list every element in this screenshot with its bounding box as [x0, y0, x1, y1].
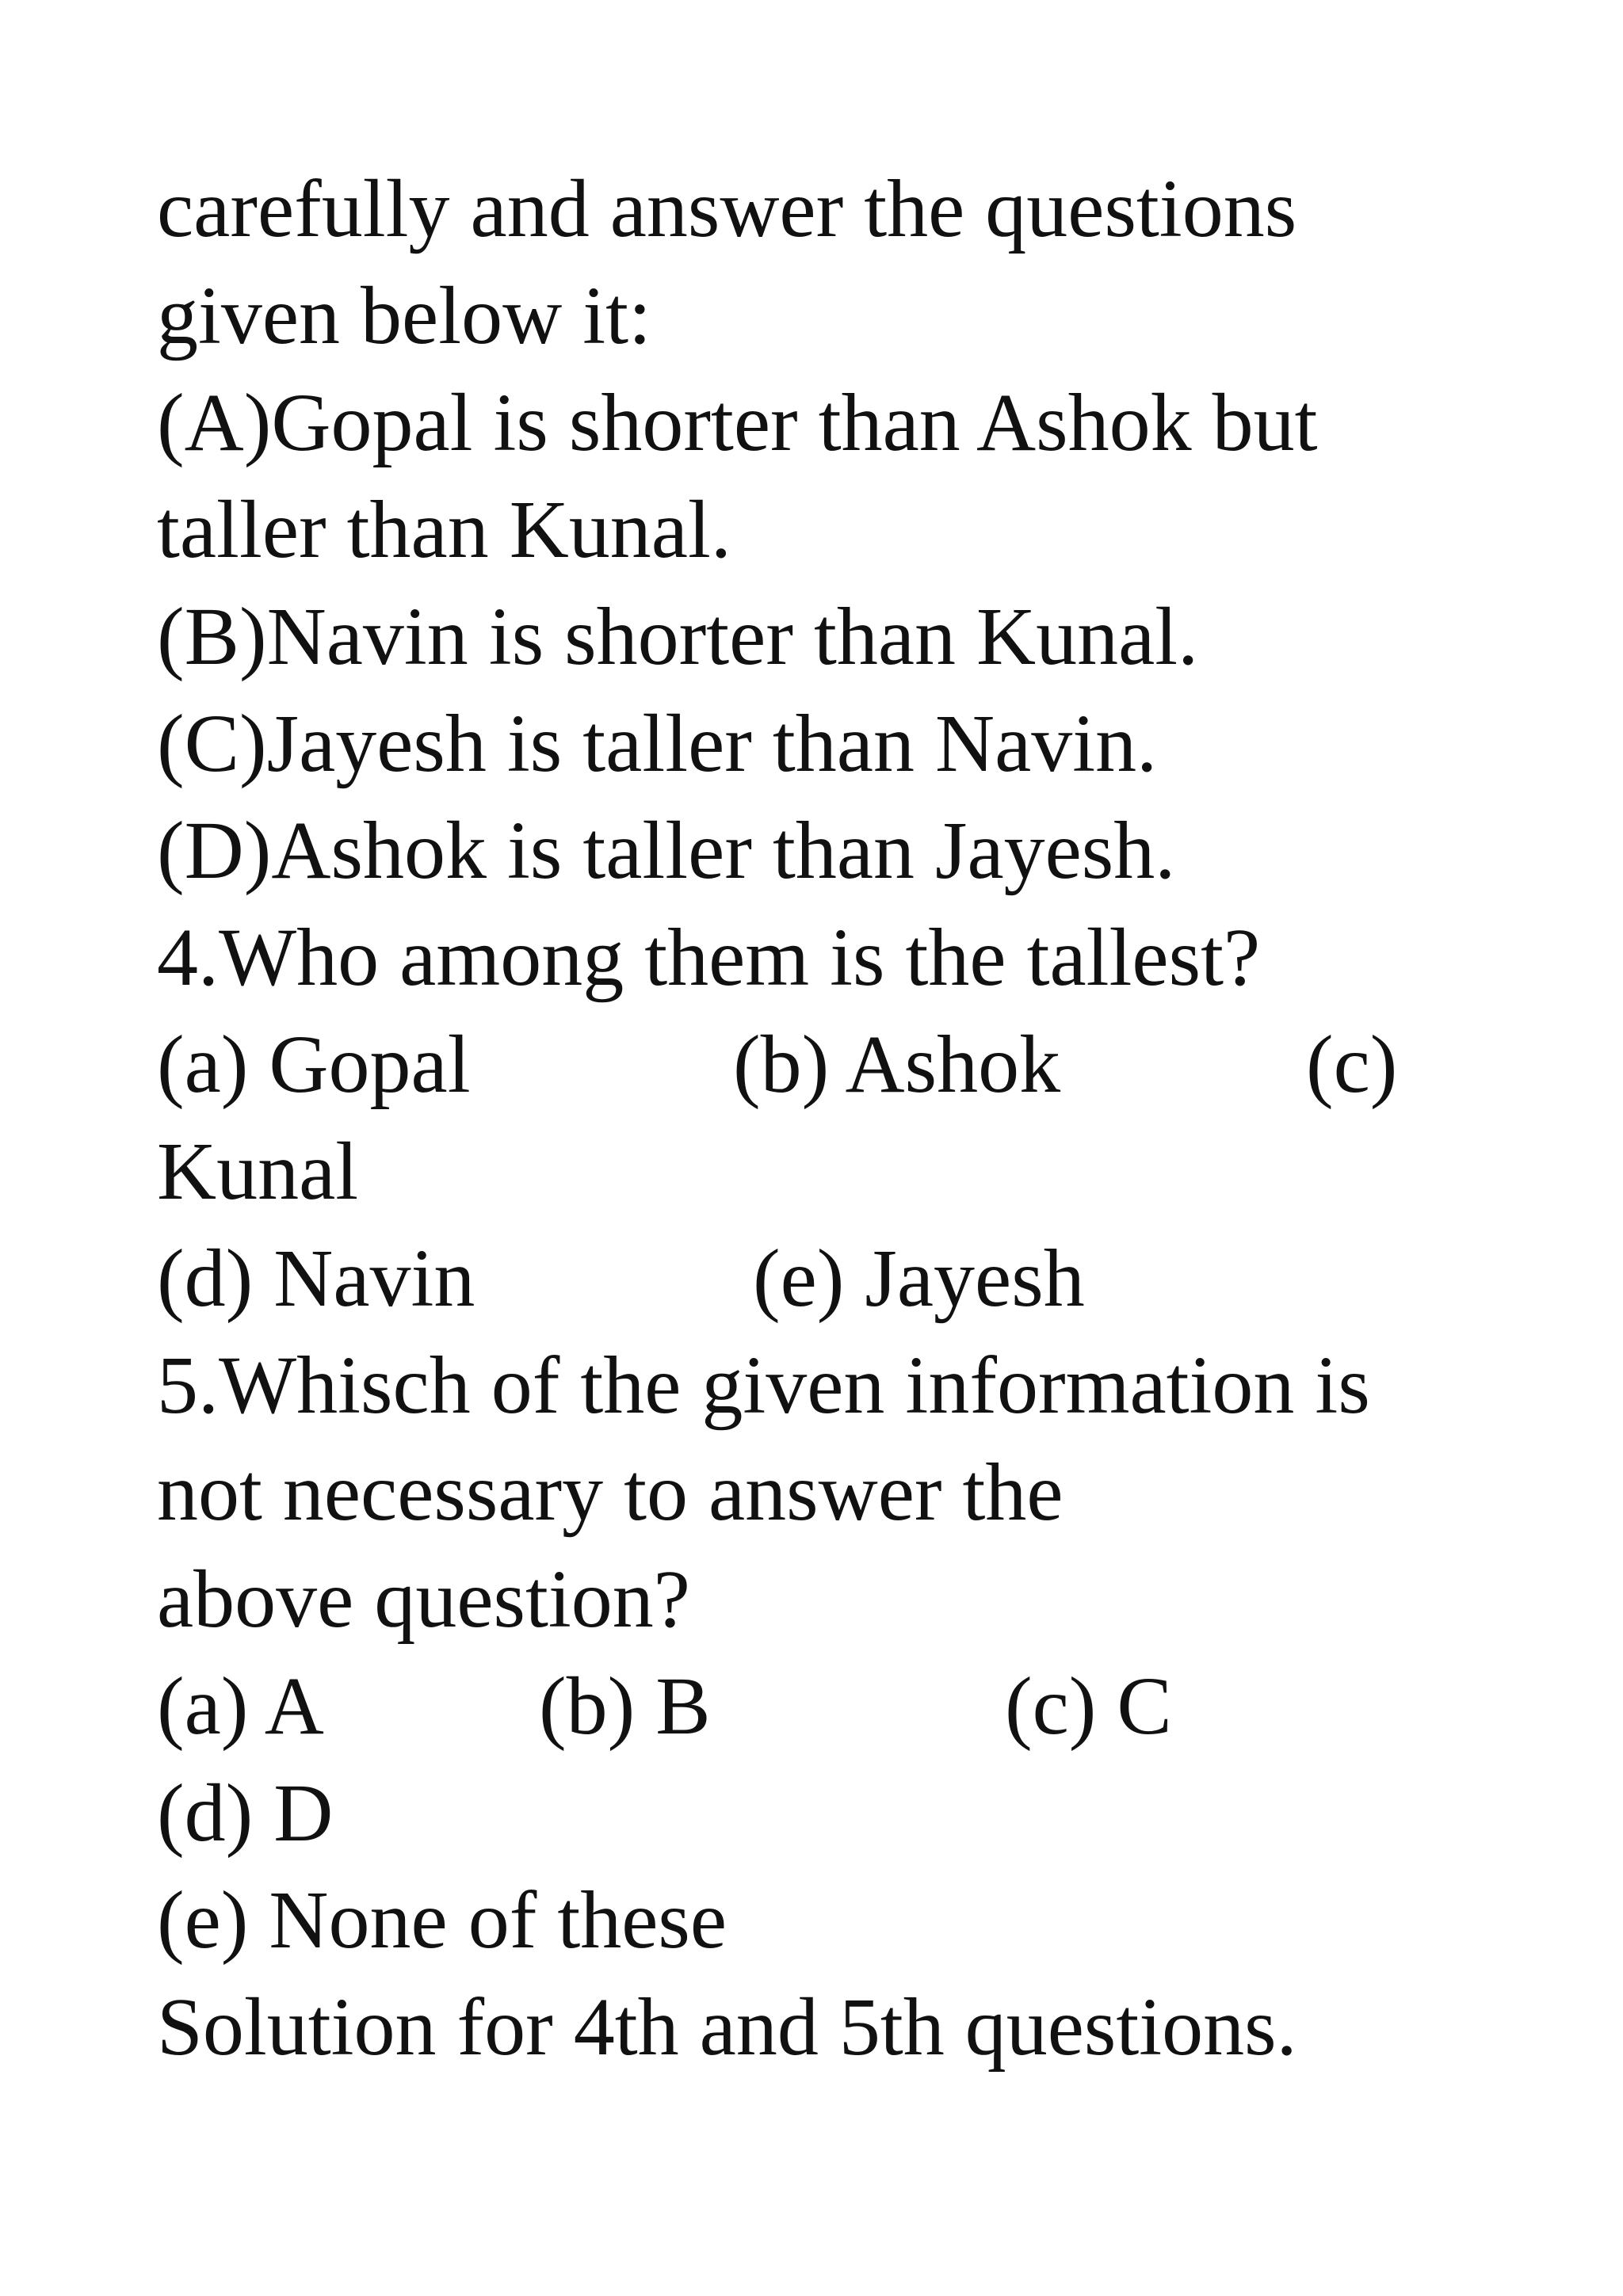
- intro-line-2: given below it:: [157, 270, 651, 361]
- solution-heading: Solution for 4th and 5th questions.: [157, 1981, 1297, 2073]
- statement-a-line-1: (A)Gopal is shorter than Ashok but: [157, 377, 1318, 468]
- q4-option-d: (d) Navin: [157, 1233, 475, 1324]
- q5-option-e: (e) None of these: [157, 1875, 727, 1966]
- question-5-line-1: 5.Whisch of the given information is: [157, 1340, 1370, 1431]
- statement-a-line-2: taller than Kunal.: [157, 484, 731, 575]
- q5-option-c: (c) C: [1005, 1661, 1172, 1752]
- statement-b: (B)Navin is shorter than Kunal.: [157, 591, 1199, 682]
- q4-option-c-marker: (c): [1306, 1019, 1398, 1110]
- statement-d: (D)Ashok is taller than Jayesh.: [157, 805, 1176, 896]
- question-5-line-2: not necessary to answer the: [157, 1447, 1064, 1538]
- intro-line-1: carefully and answer the questions: [157, 163, 1297, 254]
- q4-option-c-label: Kunal: [157, 1126, 359, 1217]
- q4-option-a: (a) Gopal: [157, 1019, 471, 1110]
- question-5-line-3: above question?: [157, 1554, 690, 1645]
- question-4-text: 4.Who among them is the tallest?: [157, 912, 1261, 1003]
- q5-option-d: (d) D: [157, 1768, 334, 1859]
- q4-option-e: (e) Jayesh: [753, 1233, 1085, 1324]
- q5-option-b: (b) B: [539, 1661, 711, 1752]
- q5-option-a: (a) A: [157, 1661, 324, 1752]
- statement-c: (C)Jayesh is taller than Navin.: [157, 698, 1158, 789]
- q4-option-b: (b) Ashok: [733, 1019, 1061, 1110]
